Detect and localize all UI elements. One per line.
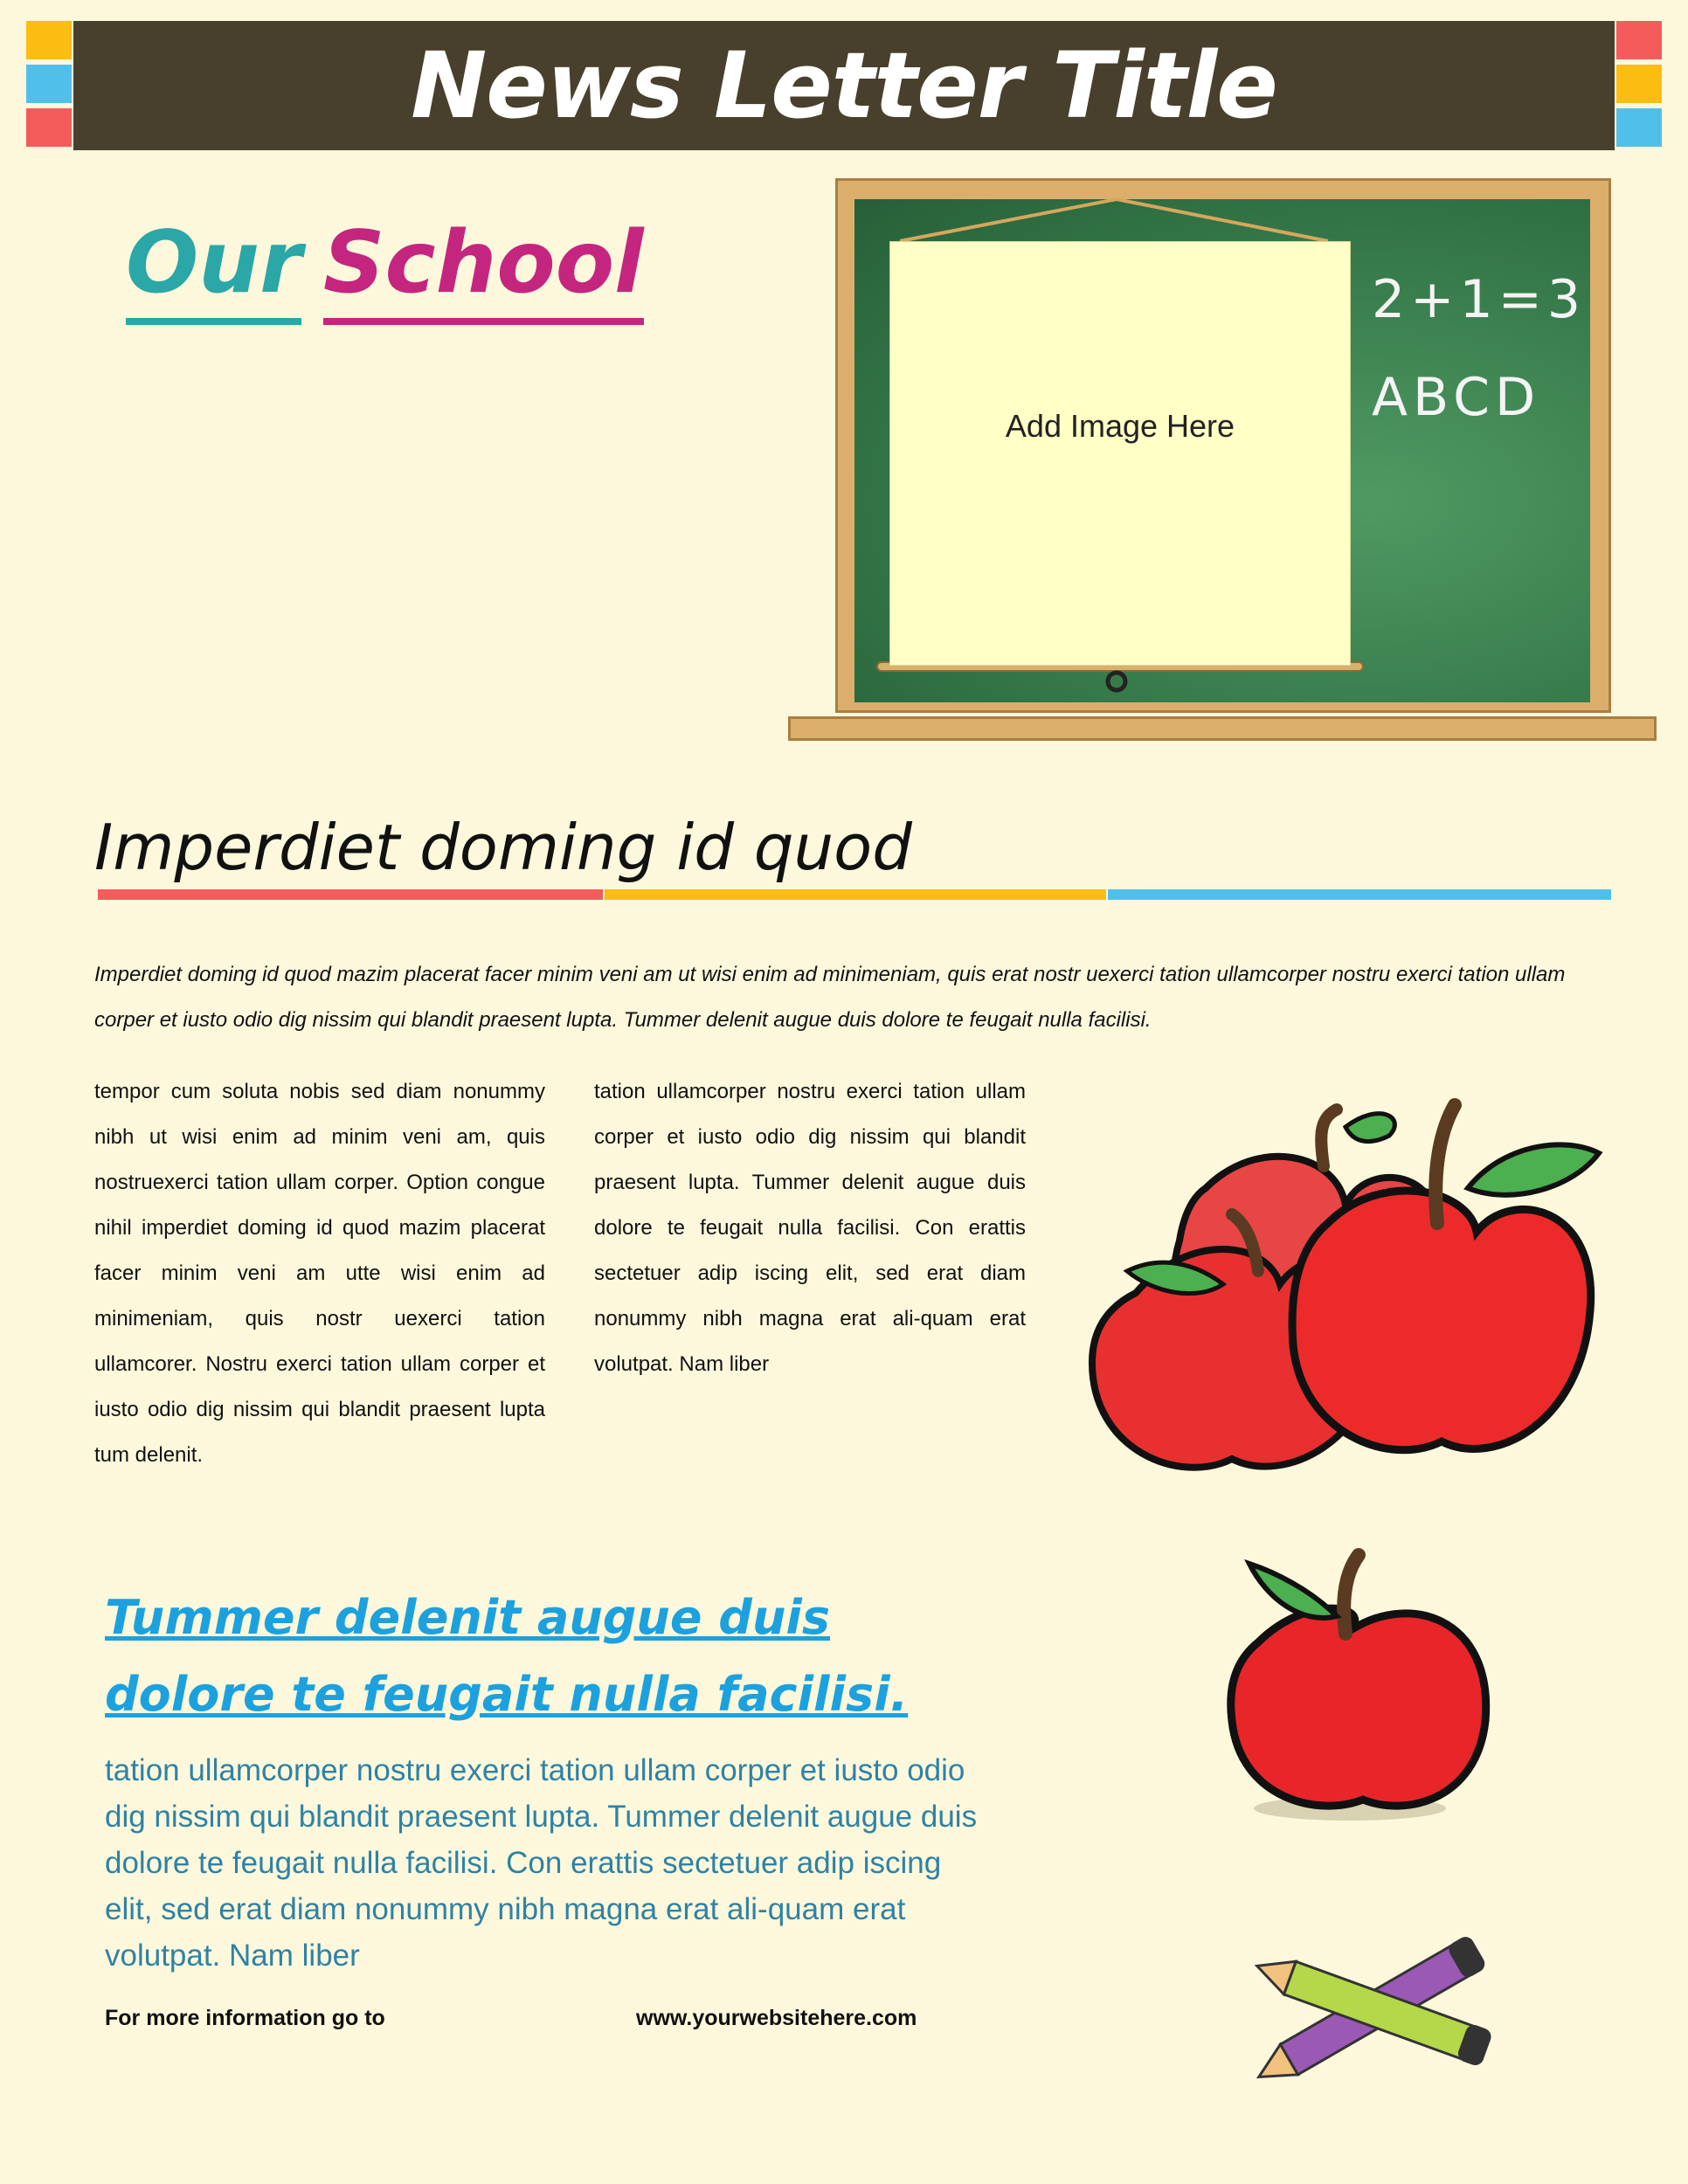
article-column-2: tation ullamcorper nostru exerci tation ullam corper et iusto odio dig nissim qui blandit praesent lupta. Tummer delenit augue duis dolore te feugait nulla facilisi. Con erattis sectetuer adip iscing elit, sed erat diam nonummy nibh magna erat ali-quam erat volutpat. Nam liber bbox=[594, 1080, 1026, 1376]
article-column-1: tempor cum soluta nobis sed diam nonummy nibh ut wisi enim ad minim veni am, quis nostruexerci tation ullam corper. Option congue nihil imperdiet doming id quod mazim placerat facer minim veni am utte wisi enim ad minimeniam, quis nostr uexerci tation ullamcorer. Nostru exerci tation ullam corper et iusto odio dig nissim qui blandit praesent lupta tum delenit. bbox=[94, 1080, 545, 1467]
school-heading-word2: School bbox=[323, 213, 644, 325]
apples-icon bbox=[1057, 1083, 1616, 1503]
title-underline-blue bbox=[1108, 889, 1611, 900]
image-placeholder[interactable] bbox=[889, 241, 1351, 666]
article-title: Imperdiet doming id quod bbox=[94, 811, 912, 884]
callout-quote: Tummer delenit augue duis dolore te feugait nulla facilisi. bbox=[105, 1590, 909, 1722]
chalk-letters: ABCD bbox=[1372, 367, 1541, 428]
callout-body: tation ullamcorper nostru exerci tation ullam corper et iusto odio dig nissim qui blandit praesent lupta. Tummer delenit augue duis dolore te feugait nulla facilisi. Con erattis sectetuer adip iscing elit, sed erat diam nonummy nibh magna erat ali-quam erat volutpat. Nam liber bbox=[105, 1753, 978, 1973]
website-link[interactable]: www.yourwebsitehere.com bbox=[636, 2006, 917, 2030]
footer-info-label: For more information go to bbox=[105, 2006, 385, 2030]
title-underline-red bbox=[98, 889, 603, 900]
apple-icon bbox=[1206, 1511, 1503, 1835]
chalk-equation: 2+1=3 bbox=[1372, 269, 1587, 330]
pencils-icon bbox=[1232, 1913, 1520, 2105]
image-placeholder-label: Add Image Here bbox=[1005, 408, 1235, 444]
newsletter-title: News Letter Title bbox=[411, 32, 1277, 139]
school-heading-word1: Our bbox=[126, 213, 301, 325]
article-intro: Imperdiet doming id quod mazim placerat facer minim veni am ut wisi enim ad minimeniam, quis erat nostr uexerci tation ullamcorper nostru exerci tation ullam corper et iusto odio dig nissim qui blandit praesent lupta. Tummer delenit augue duis dolore te feugait nulla facilisi. bbox=[94, 963, 1566, 1032]
title-underline-yellow bbox=[605, 889, 1106, 900]
